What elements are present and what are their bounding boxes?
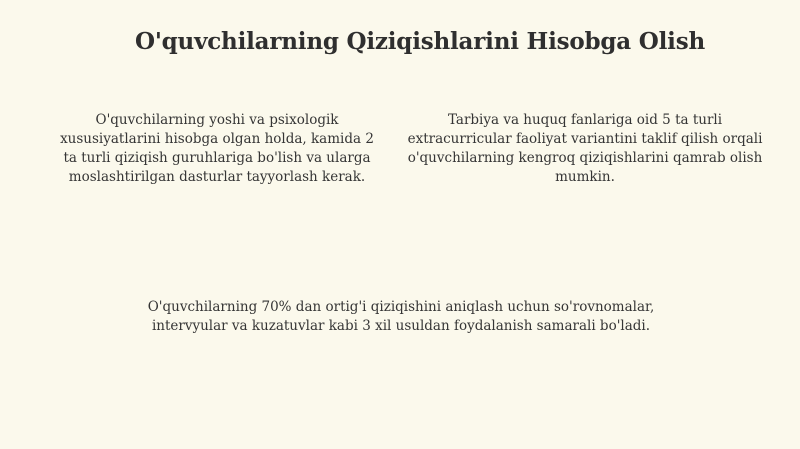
text-block-extracurricular: Tarbiya va huquq fanlariga oid 5 ta turli extracurricular faoliyat variantini taklif qilish orqali o'quvchilarning kengroq qiziqishlarini qamrab olish mumkin. xyxy=(407,112,763,185)
text-block-age-groups: O'quvchilarning yoshi va psixologik xususiyatlarini hisobga olgan holda, kamida 2 ta turli qiziqish guruhlariga bo'lish va ularga moslashtirilgan dasturlar tayyorlash kerak. xyxy=(60,112,374,185)
text-block-survey-methods: O'quvchilarning 70% dan ortig'i qiziqishini aniqlash uchun so'rovnomalar, intervyular va kuzatuvlar kabi 3 xil usuldan foydalanish samarali bo'ladi. xyxy=(147,299,655,334)
slide-title: O'quvchilarning Qiziqishlarini Hisobga Olish xyxy=(135,28,705,55)
